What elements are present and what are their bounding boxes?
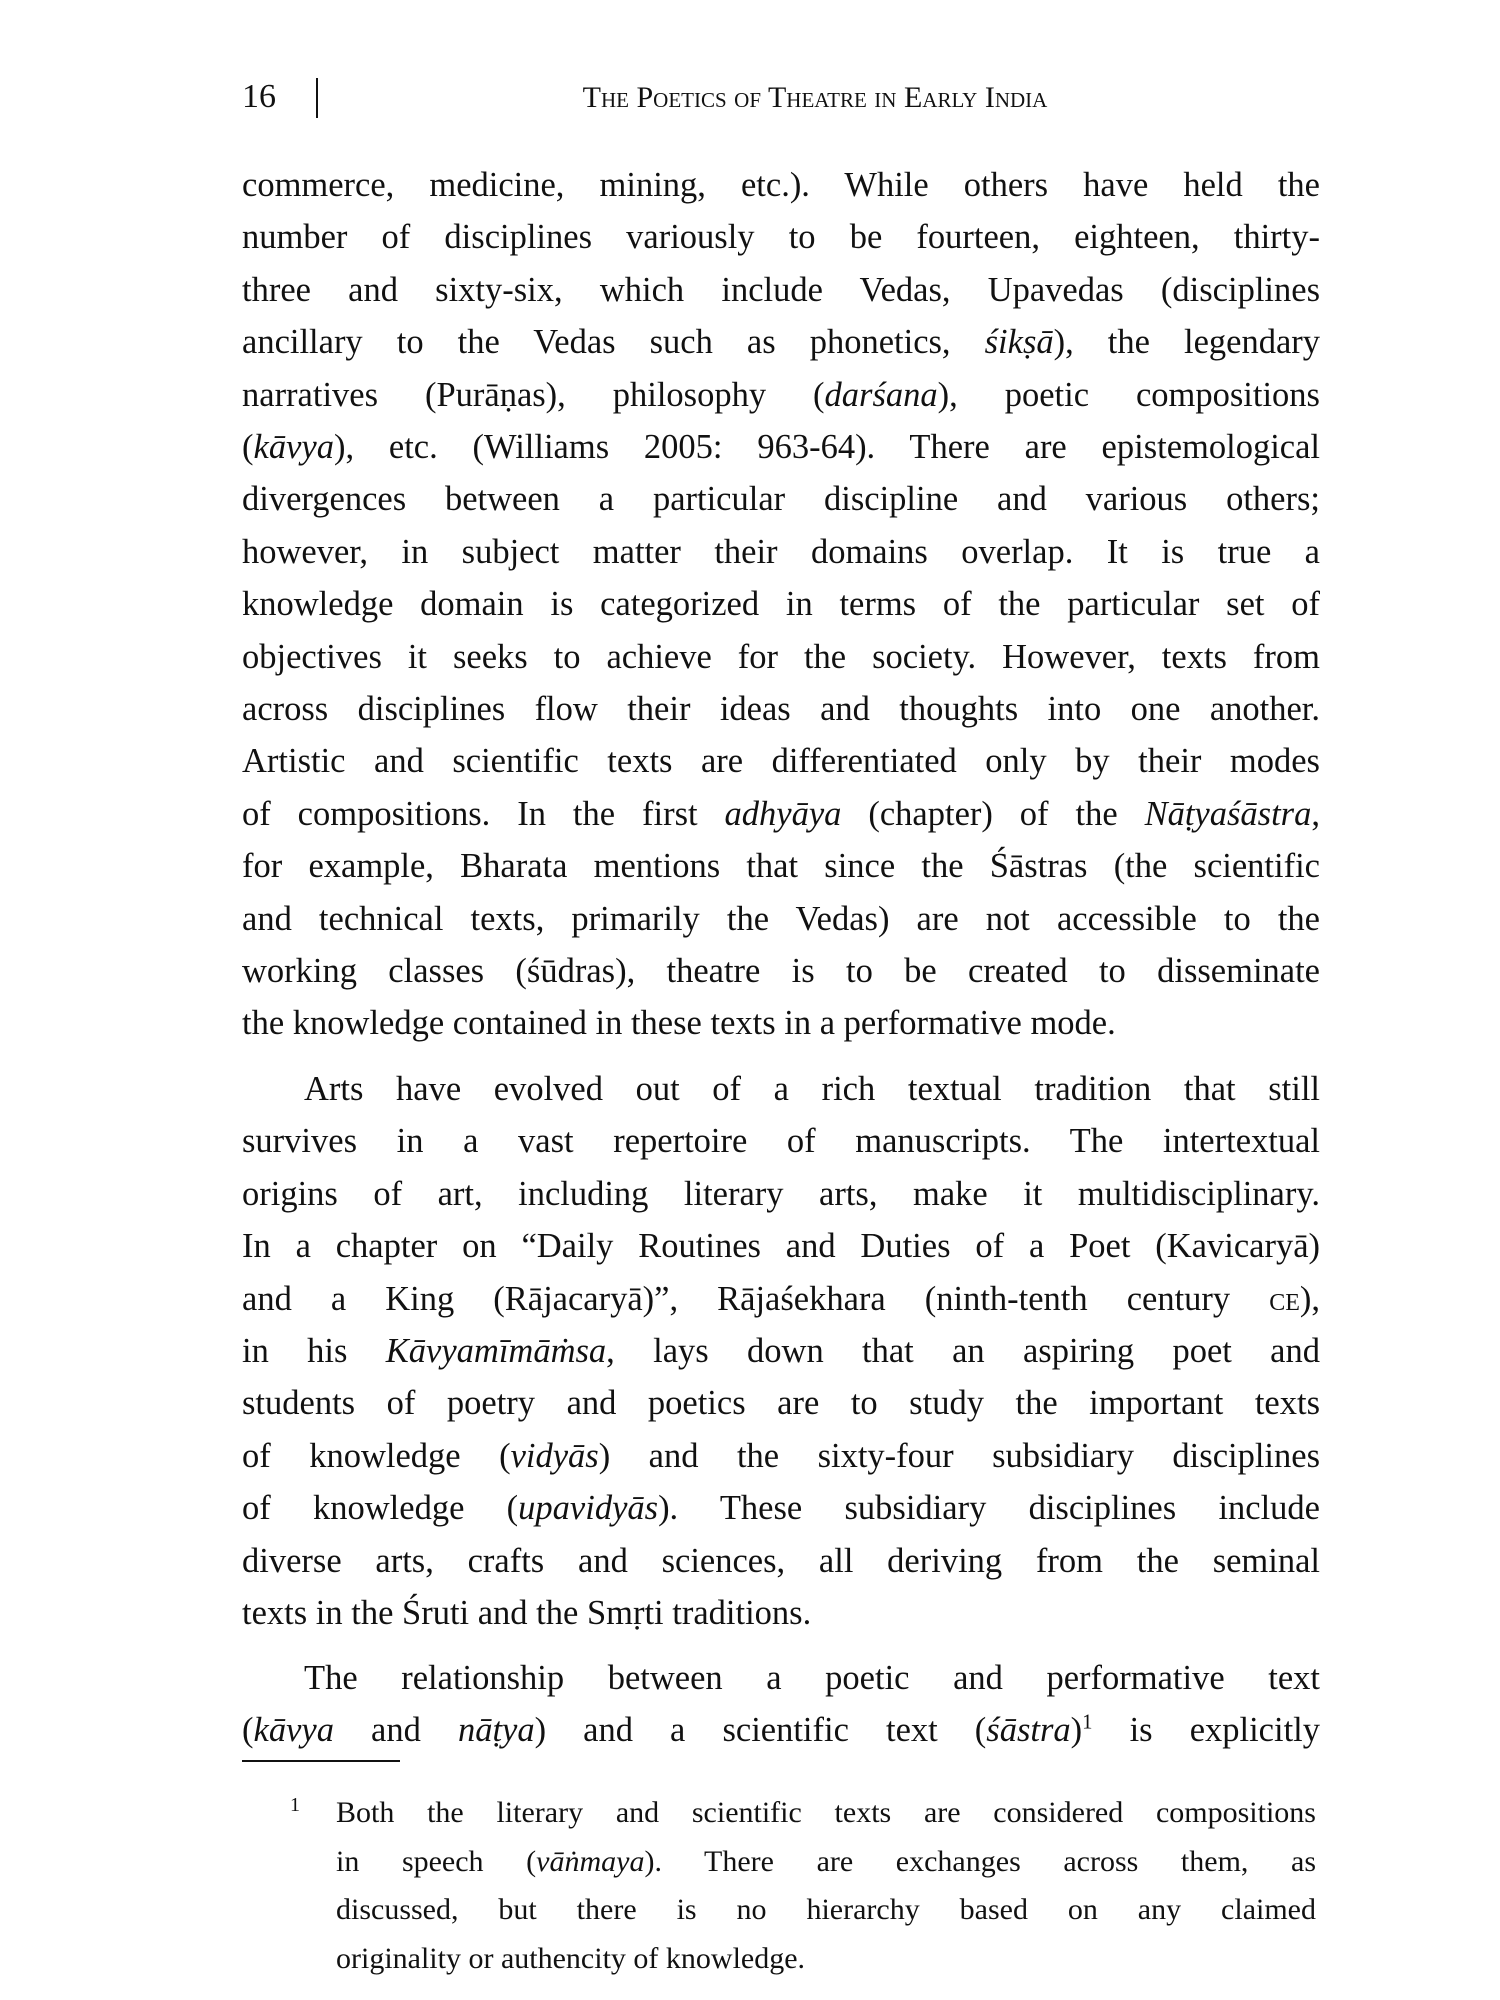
text-run: in speech ( [336,1845,537,1878]
text-run: ), the legendary [1053,323,1320,361]
text-run: knowledge domain is categorized in terms of the particular set of [242,585,1320,623]
text-line [304,1652,1320,1704]
italic-term: śikṣā [984,323,1054,361]
text-run: texts in the Śruti and the Smṛti traditions. [242,1594,812,1632]
footnote-reference: 1 [1082,1711,1093,1734]
text-line [242,211,1320,263]
text-run: ) and the sixty-four subsidiary disciplines [598,1437,1320,1475]
italic-term: vidyās [510,1437,599,1475]
text-run: origins of art, including literary arts, make it multidisciplinary. [242,1175,1320,1213]
text-run: ), etc. (Williams 2005: 963-64). There are epistemological [333,428,1320,466]
italic-term: vāṅmaya [536,1845,645,1878]
text-line [242,997,1320,1049]
text-run: ( [242,1711,254,1749]
text-line [242,631,1320,683]
italic-term: Nāṭyaśāstra [1144,795,1312,833]
text-run: of knowledge ( [242,1437,511,1475]
text-line [242,1704,1320,1756]
text-line [242,840,1320,892]
text-run: is explicitly [1092,1711,1320,1749]
text-line [242,735,1320,787]
text-line [242,1377,1320,1429]
italic-term: kāvya [253,1711,334,1749]
italic-term: nāṭya [457,1711,535,1749]
text-run: diverse arts, crafts and sciences, all deriving from the seminal [242,1542,1320,1580]
italic-term: darśana [824,376,938,414]
text-run: however, in subject matter their domains overlap. It is true a [242,533,1320,571]
text-run: objectives it seeks to achieve for the society. However, texts from [242,638,1320,676]
footnote-rule [242,1760,400,1762]
text-run: ). These subsidiary disciplines include [658,1489,1320,1527]
text-run: and a King (Rājacaryā)”, Rājaśekhara (ninth-tenth century [242,1280,1270,1318]
text-run: , [1311,795,1320,833]
footnote-line [336,1789,1316,1837]
text-run: survives in a vast repertoire of manuscripts. The intertextual [242,1122,1320,1160]
text-run: , lays down that an aspiring poet and [606,1332,1320,1370]
text-run: ), [1299,1280,1320,1318]
italic-term: adhyāya [724,795,842,833]
text-run: Both the literary and scientific texts are considered compositions [336,1796,1316,1829]
text-line [242,893,1320,945]
text-line [242,473,1320,525]
text-line [242,316,1320,368]
text-line [242,683,1320,735]
italic-term: Kāvyamīmāṁsa [385,1332,607,1370]
text-run: of knowledge ( [242,1489,519,1527]
text-run: In a chapter on “Daily Routines and Duties of a Poet (Kavicaryā) [242,1227,1320,1265]
text-run: ( [242,428,254,466]
text-line [242,788,1320,840]
header-divider [316,78,318,118]
text-line [242,945,1320,997]
text-run: number of disciplines variously to be fourteen, eighteen, thirty- [242,218,1320,256]
italic-term: upavidyās [518,1489,659,1527]
text-run: narratives (Purāṇas), philosophy ( [242,376,825,414]
italic-term: kāvya [253,428,334,466]
text-run: for example, Bharata mentions that since the Śāstras (the scientific [242,847,1320,885]
text-run: across disciplines flow their ideas and thoughts into one another. [242,690,1320,728]
text-line [304,1063,1320,1115]
footnote-line [336,1886,1316,1934]
footnote-line [336,1935,1316,1983]
text-run: (chapter) of the [841,795,1145,833]
text-run: of compositions. In the first [242,795,725,833]
text-run: originality or authencity of knowledge. [336,1942,806,1975]
text-run: Artistic and scientific texts are differentiated only by their modes [242,742,1320,780]
text-run: ancillary to the Vedas such as phonetics, [242,323,985,361]
text-run: Arts have evolved out of a rich textual tradition that still [304,1070,1320,1108]
text-line [242,526,1320,578]
text-run: ). There are exchanges across them, as [644,1845,1316,1878]
text-run: working classes (śūdras), theatre is to be created to disseminate [242,952,1320,990]
page-number: 16 [242,78,276,115]
text-run: discussed, but there is no hierarchy based on any claimed [336,1893,1316,1926]
text-line [242,1115,1320,1167]
text-line [242,1430,1320,1482]
text-run: three and sixty-six, which include Vedas, Upavedas (disciplines [242,271,1320,309]
text-line [242,369,1320,421]
text-run: students of poetry and poetics are to study the important texts [242,1384,1320,1422]
text-line [242,578,1320,630]
text-line [242,1168,1320,1220]
text-run: ) and a scientific text ( [534,1711,987,1749]
text-line [242,1220,1320,1272]
text-run: The relationship between a poetic and performative text [304,1659,1320,1697]
text-run: and technical texts, primarily the Vedas) are not accessible to the [242,900,1320,938]
text-run: ) [1070,1711,1083,1749]
text-run: the knowledge contained in these texts in a performative mode. [242,1004,1116,1042]
text-line [242,1273,1320,1325]
text-line [242,421,1320,473]
text-line [242,159,1320,211]
text-line [242,264,1320,316]
text-line [242,1535,1320,1587]
text-run: in his [242,1332,386,1370]
text-run: and [333,1711,458,1749]
text-line [242,1482,1320,1534]
text-run: commerce, medicine, mining, etc.). While others have held the [242,166,1320,204]
text-line [242,1587,1320,1639]
running-title: The Poetics of Theatre in Early India [582,81,1048,114]
text-run: divergences between a particular discipline and various others; [242,480,1320,518]
footnote-line [336,1838,1316,1886]
text-line [242,1325,1320,1377]
italic-term: śāstra [986,1711,1071,1749]
footnote-number: 1 [290,1794,300,1816]
text-run: ce [1269,1280,1300,1318]
text-run: ), poetic compositions [937,376,1320,414]
